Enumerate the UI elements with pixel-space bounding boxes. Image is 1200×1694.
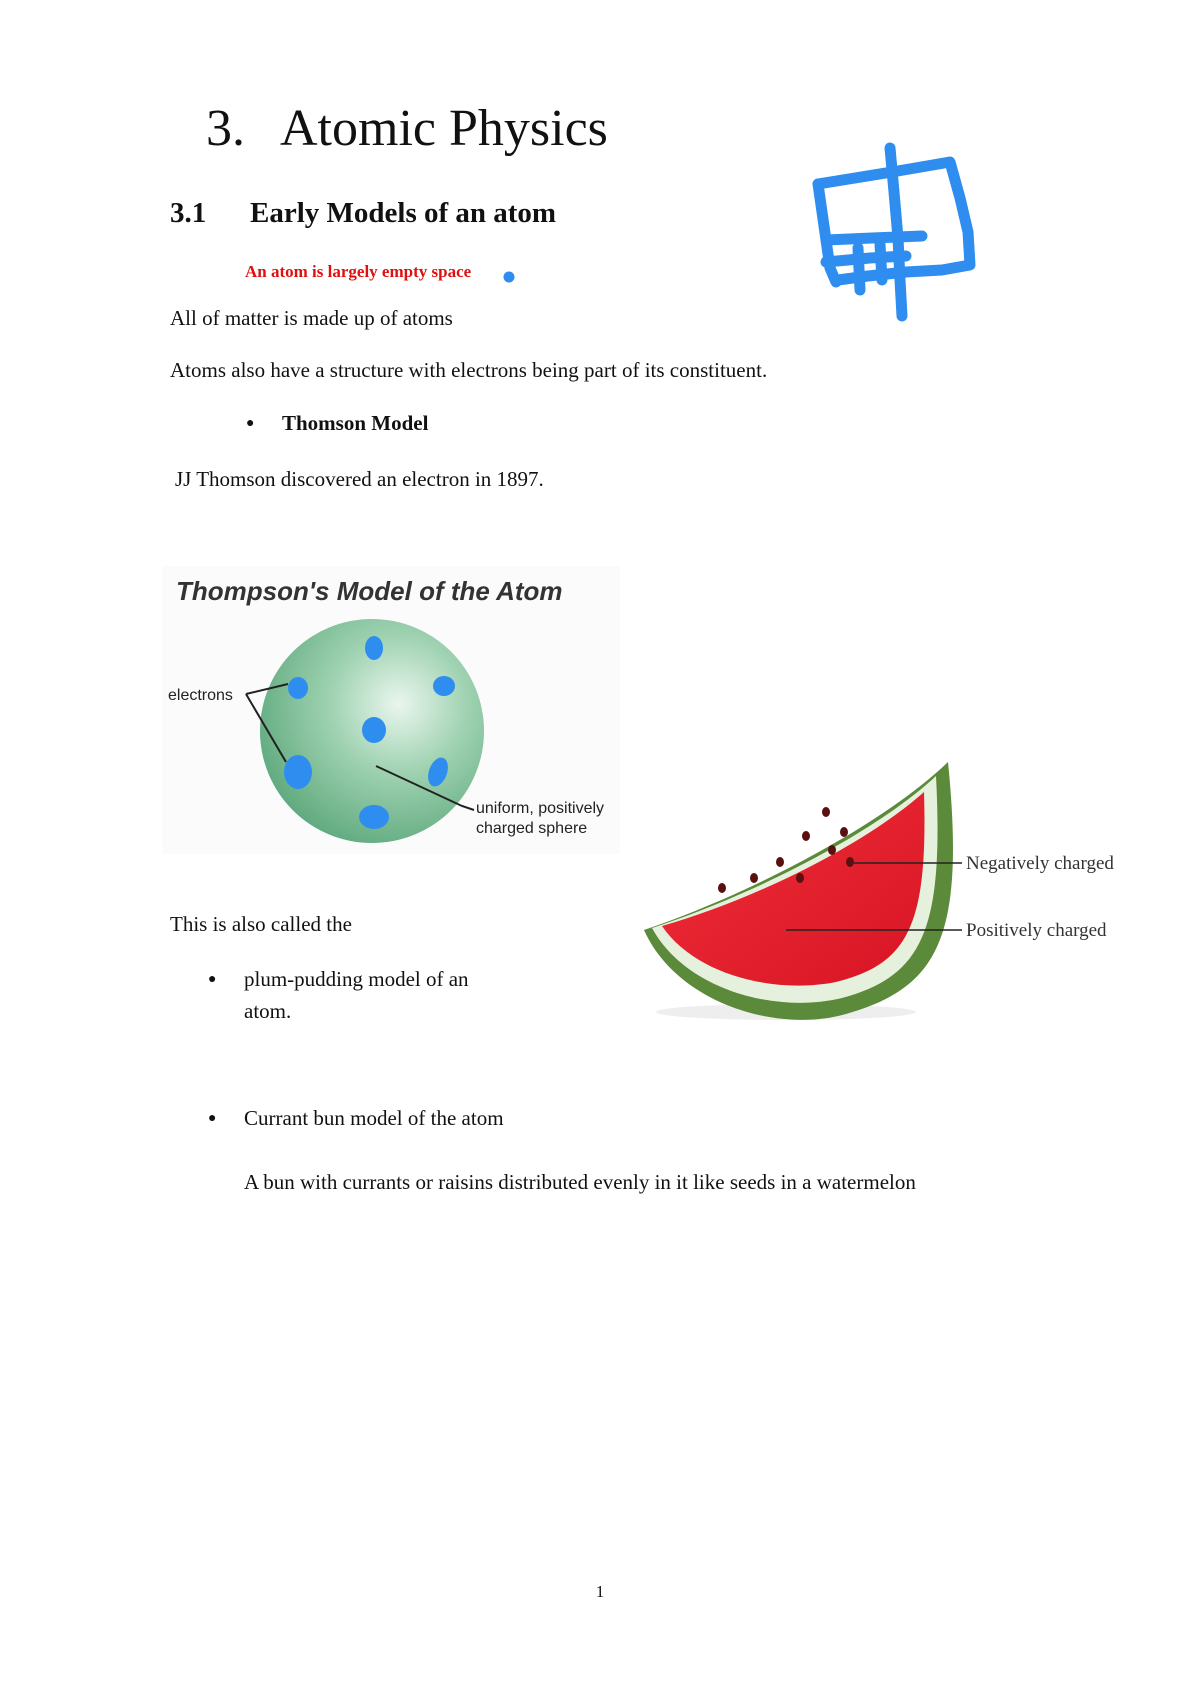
also-called-paragraph: This is also called the — [170, 912, 352, 936]
thomson-model-figure — [162, 566, 620, 854]
chapter-title — [206, 100, 608, 157]
currant-bun-bullet: Currant bun model of the atom — [244, 1106, 504, 1130]
plum-pudding-bullet-line2: atom. — [244, 999, 292, 1023]
ink-dot-annotation — [502, 270, 516, 284]
electrons-label: electrons — [168, 687, 233, 704]
electron-dot — [284, 755, 312, 789]
page-number: 1 — [595, 1582, 605, 1601]
matter-paragraph: All of matter is made up of atoms — [170, 306, 453, 330]
sphere-label-line1: uniform, positively — [476, 800, 605, 817]
sphere-label-line2: charged sphere — [476, 820, 588, 837]
bullet-marker: ● — [208, 972, 217, 987]
positive-label: Positively charged — [966, 920, 1107, 941]
electron-dot — [359, 805, 389, 829]
electron-dot — [365, 636, 383, 660]
empty-space-note: An atom is largely empty space — [245, 262, 472, 281]
watermelon-figure — [636, 762, 1156, 1030]
electron-dot — [288, 677, 308, 699]
negative-label: Negatively charged — [966, 853, 1114, 874]
section-title-text: Early Models of an atom — [250, 197, 557, 229]
electron-dot — [433, 676, 455, 696]
bullet-marker: ● — [246, 416, 255, 431]
chapter-title-text: Atomic Physics — [280, 100, 608, 157]
structure-paragraph: Atoms also have a structure with electrons being part of its constituent. — [170, 358, 768, 382]
chapter-number: 3. — [206, 100, 245, 157]
section-title — [170, 197, 556, 230]
currant-description-paragraph: A bun with currants or raisins distributed evenly in it like seeds in a watermelon — [244, 1170, 916, 1194]
section-number: 3.1 — [170, 197, 207, 229]
thomson-model-bullet: Thomson Model — [282, 411, 429, 435]
bullet-marker: ● — [208, 1111, 217, 1126]
electron-dot — [362, 717, 386, 743]
hand-drawn-scribble-icon — [810, 140, 980, 325]
plum-pudding-bullet-line1: plum-pudding model of an — [244, 967, 469, 991]
thomson-discovery-paragraph: JJ Thomson discovered an electron in 1897. — [175, 467, 544, 491]
thomson-figure-title: Thompson's Model of the Atom — [176, 576, 563, 606]
